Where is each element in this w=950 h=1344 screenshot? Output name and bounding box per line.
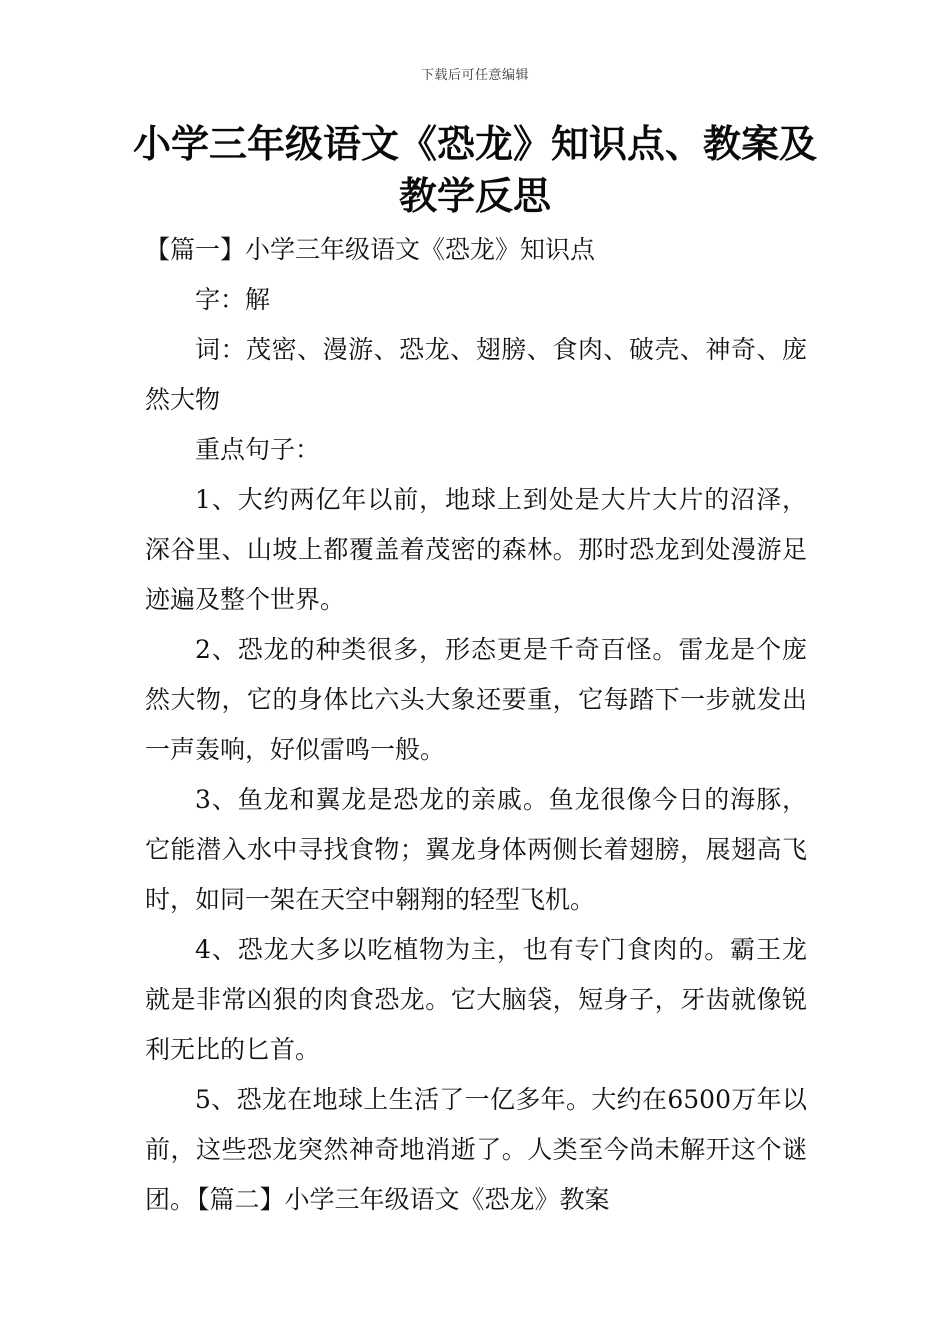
paragraph-key-sentences: 重点句子： xyxy=(195,435,321,464)
document-title: 小学三年级语文《恐龙》知识点、教案及教学反思 xyxy=(132,122,817,218)
section-heading: 【篇一】小学三年级语文《恐龙》知识点 xyxy=(145,235,596,264)
paragraph-words: 词：茂密、漫游、恐龙、翅膀、食肉、破壳、神奇、庞然大物 xyxy=(145,335,807,414)
header-note: 下载后可任意编辑 xyxy=(420,68,529,83)
paragraph-sentence-3: 3、鱼龙和翼龙是恐龙的亲戚。鱼龙很像今日的海豚，它能潜入水中寻找食物；翼龙身体两侧长着翅膀，展翅高飞时，如同一架在天空中翱翔的轻型飞机。 xyxy=(145,785,807,914)
document-body xyxy=(145,225,807,1225)
paragraph-sentence-4: 4、恐龙大多以吃植物为主，也有专门食肉的。霸王龙就是非常凶狠的肉食恐龙。它大脑袋，短身子，牙齿就像锐利无比的匕首。 xyxy=(145,935,807,1064)
paragraph-sentence-1: 1、大约两亿年以前，地球上到处是大片大片的沼泽，深谷里、山坡上都覆盖着茂密的森林。那时恐龙到处漫游足迹遍及整个世界。 xyxy=(145,485,807,614)
paragraph-characters: 字：解 xyxy=(195,285,271,314)
paragraph-sentence-5 xyxy=(145,1075,807,1225)
paragraph-sentence-5-text: 5、恐龙在地球上生活了一亿多年。大约在6500万年以前，这些恐龙突然神奇地消逝了。人类至今尚未解开这个谜团。 xyxy=(145,1085,807,1214)
section-heading: 【篇二】小学三年级语文《恐龙》教案 xyxy=(197,1185,610,1214)
paragraph-sentence-2: 2、恐龙的种类很多，形态更是千奇百怪。雷龙是个庞然大物，它的身体比六头大象还要重，它每踏下一步就发出一声轰响，好似雷鸣一般。 xyxy=(145,635,807,764)
